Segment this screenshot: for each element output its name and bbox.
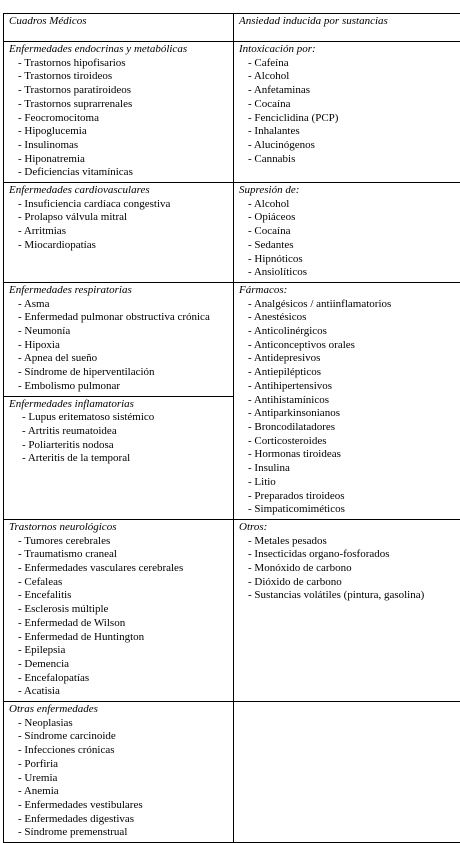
conditions-table — [3, 13, 460, 843]
list-item: - Enfermedad pulmonar obstructiva crónica — [9, 311, 229, 325]
list-item: - Miocardiopatías — [9, 239, 229, 253]
header-right-text: Ansiedad inducida por sustancias — [239, 15, 460, 29]
table-row — [4, 702, 460, 843]
list-item: - Trastornos paratiroideos — [9, 84, 229, 98]
condition-list — [9, 411, 229, 466]
list-item: - Cocaína — [239, 98, 460, 112]
table-row — [4, 519, 460, 701]
list-item: - Síndrome carcinoide — [9, 730, 229, 744]
substance-cell — [234, 42, 460, 183]
group-title: Trastornos neurológicos — [9, 521, 229, 535]
substance-cell — [234, 702, 460, 843]
list-item: - Cafeína — [239, 57, 460, 71]
list-item: - Deficiencias vitamínicas — [9, 166, 229, 180]
list-item: - Artritis reumatoidea — [9, 425, 229, 439]
list-item: - Dióxido de carbono — [239, 576, 460, 590]
list-item: - Enfermedades vestibulares — [9, 799, 229, 813]
list-item: - Insuficiencia cardíaca congestiva — [9, 198, 229, 212]
list-item: - Arritmias — [9, 225, 229, 239]
header-cell-right — [234, 14, 460, 42]
header-left-text: Cuadros Médicos — [9, 15, 229, 29]
substance-list — [239, 57, 460, 167]
list-item: - Hipoxia — [9, 339, 229, 353]
group-title: Fármacos: — [239, 284, 460, 298]
list-item: - Opiáceos — [239, 211, 460, 225]
list-item: - Infecciones crónicas — [9, 744, 229, 758]
list-item: - Hormonas tiroideas — [239, 448, 460, 462]
group-title: Supresión de: — [239, 184, 460, 198]
header-cell-left — [4, 14, 234, 42]
medical-condition-cell — [4, 42, 234, 183]
list-item: - Anemia — [9, 785, 229, 799]
list-item: - Antihipertensivos — [239, 380, 460, 394]
list-item: - Enfermedades vasculares cerebrales — [9, 562, 229, 576]
list-item: - Encefalitis — [9, 589, 229, 603]
list-item: - Alucinógenos — [239, 139, 460, 153]
list-item: - Cannabis — [239, 153, 460, 167]
list-item: - Prolapso válvula mitral — [9, 211, 229, 225]
group-title: Enfermedades endocrinas y metabólicas — [9, 43, 229, 57]
list-item: - Feocromocitoma — [9, 112, 229, 126]
group-title: Enfermedades inflamatorias — [9, 398, 229, 412]
list-item: - Broncodilatadores — [239, 421, 460, 435]
list-item: - Trastornos suprarrenales — [9, 98, 229, 112]
list-item: - Sustancias volátiles (pintura, gasolina) — [239, 589, 460, 603]
condition-group — [9, 43, 229, 180]
list-item: - Analgésicos / antiinflamatorios — [239, 298, 460, 312]
condition-group — [9, 521, 229, 699]
list-item: - Antiepilépticos — [239, 366, 460, 380]
list-item: - Ansiolíticos — [239, 266, 460, 280]
list-item: - Alcohol — [239, 198, 460, 212]
condition-group — [9, 703, 229, 840]
condition-list — [9, 198, 229, 253]
list-item: - Embolismo pulmonar — [9, 380, 229, 394]
substance-list — [239, 298, 460, 517]
list-item: - Síndrome premenstrual — [9, 826, 229, 840]
table-body — [4, 14, 460, 843]
list-item: - Trastornos tiroideos — [9, 70, 229, 84]
list-item: - Insulinomas — [9, 139, 229, 153]
list-item: - Corticosteroides — [239, 435, 460, 449]
medical-condition-cell — [4, 282, 234, 519]
substance-list — [239, 535, 460, 604]
group-title: Otros: — [239, 521, 460, 535]
list-item: - Uremia — [9, 772, 229, 786]
group-title: Otras enfermedades — [9, 703, 229, 717]
list-item: - Cocaína — [239, 225, 460, 239]
header-row — [4, 14, 460, 42]
list-item: - Encefalopatías — [9, 672, 229, 686]
list-item: - Esclerosis múltiple — [9, 603, 229, 617]
list-item: - Anfetaminas — [239, 84, 460, 98]
substance-cell — [234, 519, 460, 701]
list-item: - Insecticidas organo-fosforados — [239, 548, 460, 562]
list-item: - Epilepsia — [9, 644, 229, 658]
list-item: - Trastornos hipofisarios — [9, 57, 229, 71]
list-item: - Monóxido de carbono — [239, 562, 460, 576]
list-item: - Arteritis de la temporal — [9, 452, 229, 466]
table-row — [4, 183, 460, 283]
group-title: Enfermedades cardiovasculares — [9, 184, 229, 198]
condition-group — [9, 184, 229, 253]
condition-group — [9, 284, 229, 394]
list-item: - Enfermedad de Huntington — [9, 631, 229, 645]
group-title: Enfermedades respiratorias — [9, 284, 229, 298]
condition-list — [9, 298, 229, 394]
list-item: - Enfermedad de Wilson — [9, 617, 229, 631]
table-row — [4, 42, 460, 183]
list-item: - Alcohol — [239, 70, 460, 84]
list-item: - Enfermedades digestivas — [9, 813, 229, 827]
medical-condition-cell — [4, 702, 234, 843]
table-row — [4, 282, 460, 519]
list-item: - Neumonía — [9, 325, 229, 339]
list-item: - Anticonceptivos orales — [239, 339, 460, 353]
list-item: - Antiparkinsonianos — [239, 407, 460, 421]
list-item: - Tumores cerebrales — [9, 535, 229, 549]
medical-condition-cell — [4, 183, 234, 283]
condition-list — [9, 535, 229, 699]
condition-list — [9, 57, 229, 180]
list-item: - Síndrome de hiperventilación — [9, 366, 229, 380]
substance-cell — [234, 183, 460, 283]
list-item: - Sedantes — [239, 239, 460, 253]
list-item: - Anestésicos — [239, 311, 460, 325]
list-item: - Poliarteritis nodosa — [9, 439, 229, 453]
list-item: - Antidepresivos — [239, 352, 460, 366]
list-item: - Antihistamínicos — [239, 394, 460, 408]
list-item: - Hiponatremia — [9, 153, 229, 167]
condition-list — [9, 717, 229, 840]
list-item: - Acatisia — [9, 685, 229, 699]
group-title: Intoxicación por: — [239, 43, 460, 57]
list-item: - Inhalantes — [239, 125, 460, 139]
list-item: - Demencia — [9, 658, 229, 672]
list-item: - Anticolinérgicos — [239, 325, 460, 339]
substance-cell — [234, 282, 460, 519]
condition-group — [4, 396, 233, 467]
list-item: - Porfiria — [9, 758, 229, 772]
list-item: - Neoplasias — [9, 717, 229, 731]
list-item: - Litio — [239, 476, 460, 490]
list-item: - Lupus eritematoso sistémico — [9, 411, 229, 425]
list-item: - Hipnóticos — [239, 253, 460, 267]
list-item: - Simpaticomiméticos — [239, 503, 460, 517]
list-item: - Hipoglucemia — [9, 125, 229, 139]
substance-list — [239, 198, 460, 280]
medical-condition-cell — [4, 519, 234, 701]
list-item: - Asma — [9, 298, 229, 312]
list-item: - Cefaleas — [9, 576, 229, 590]
list-item: - Apnea del sueño — [9, 352, 229, 366]
list-item: - Insulina — [239, 462, 460, 476]
list-item: - Fenciclidina (PCP) — [239, 112, 460, 126]
list-item: - Traumatismo craneal — [9, 548, 229, 562]
list-item: - Preparados tiroideos — [239, 490, 460, 504]
list-item: - Metales pesados — [239, 535, 460, 549]
